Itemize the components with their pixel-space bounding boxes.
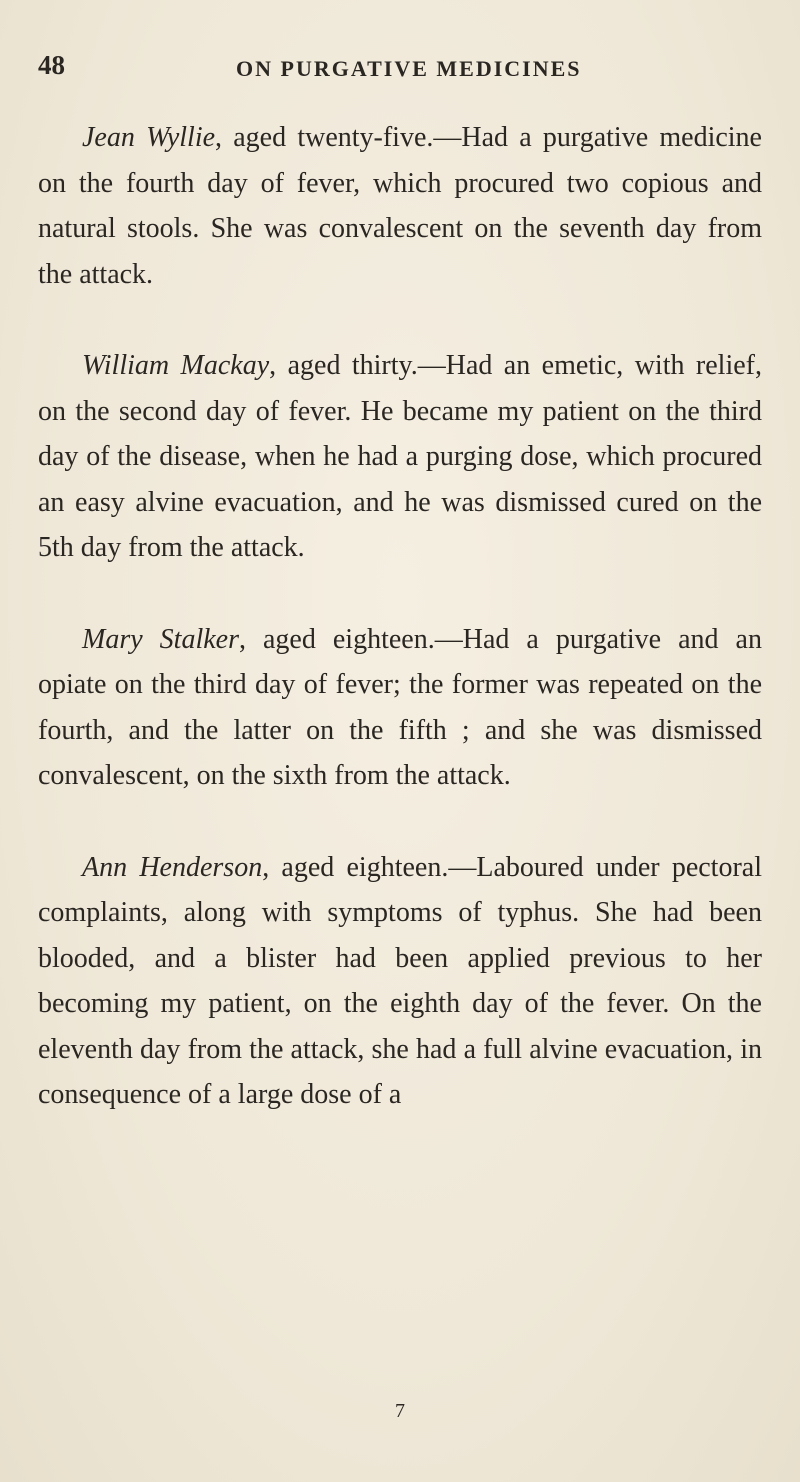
case-text: , aged twenty-five.—Had a purgative medicine on the fourth day of fever, which procured two copious and natural stools. She was convalescent on the seventh day from the attack. <box>38 122 762 290</box>
patient-name: Mary Stalker <box>82 623 239 655</box>
signature-mark: 7 <box>395 1400 405 1422</box>
body-text <box>38 115 762 1118</box>
case-paragraph-wyllie <box>38 115 762 297</box>
case-text: , aged thirty.—Had an emetic, with relief, on the second day of fever. He became my patient on the third day of the disease, when he had a purging dose, which procured an easy alvine evacuation, and he was dismissed cured on the 5th day from the attack. <box>38 349 762 564</box>
patient-name: Ann Henderson <box>82 851 263 883</box>
patient-name: Jean Wyllie <box>82 122 216 153</box>
case-paragraph-stalker <box>38 617 762 799</box>
case-text: , aged eighteen.—Had a purgative and an opiate on the third day of fever; the former was repeated on the fourth, and the latter on the fifth ; and she was dismissed convalescent, on the sixth from the attack. <box>38 623 762 792</box>
case-paragraph-henderson <box>38 845 762 1119</box>
running-head: ON PURGATIVE MEDICINES <box>236 56 582 81</box>
case-text: , aged eighteen.—Laboured under pectoral complaints, along with symptoms of typhus. She had been blooded, and a blister had been applied previous to her becoming my patient, on the eighth day of the fever. On the eleventh day from the attack, she had a full alvine evacuation, in consequence of a large dose of a <box>38 851 762 1111</box>
patient-name: William Mackay <box>82 349 270 381</box>
page-number: 48 <box>38 50 65 80</box>
case-paragraph-mackay <box>38 343 762 571</box>
page-header <box>38 50 762 90</box>
